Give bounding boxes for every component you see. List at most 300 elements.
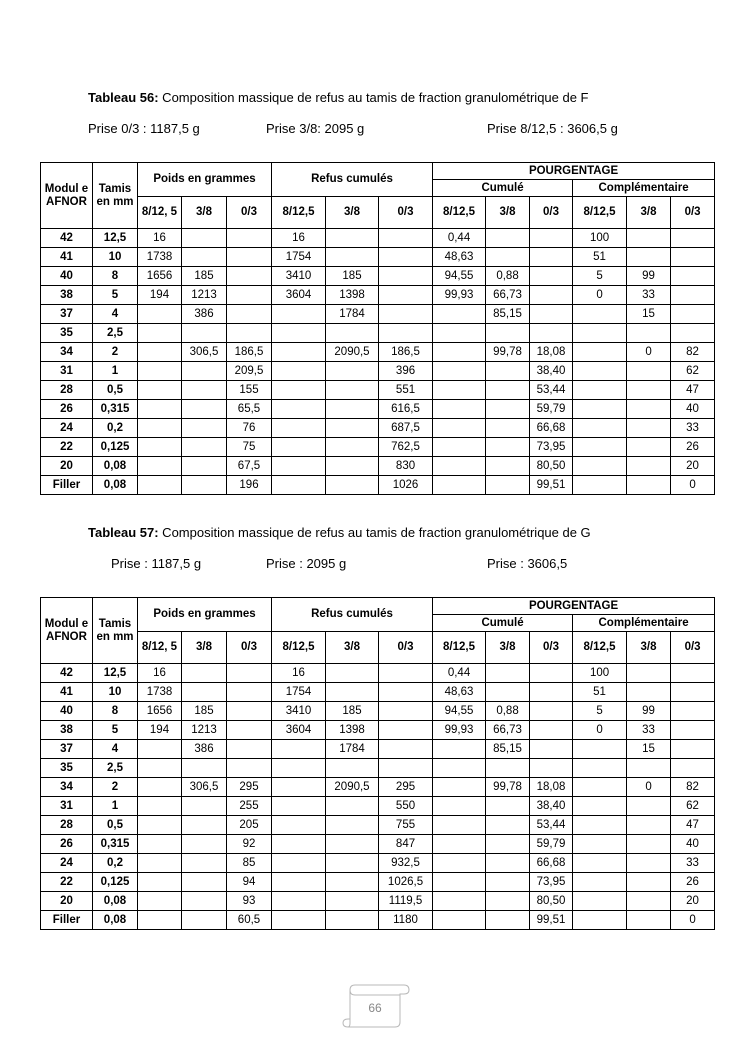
value-cell [573,343,627,362]
value-cell [433,740,486,759]
value-cell [326,797,379,816]
tamis-cell: 2,5 [93,324,138,343]
value-cell: 99,51 [530,476,573,495]
value-cell [138,381,182,400]
value-cell [433,892,486,911]
value-cell [627,683,671,702]
value-cell [138,892,182,911]
header-poids: Poids en grammes [138,163,272,197]
value-cell [326,229,379,248]
value-cell [379,267,433,286]
value-cell [530,267,573,286]
value-cell: 66,68 [530,419,573,438]
value-cell: 99,78 [486,778,530,797]
value-cell: 53,44 [530,816,573,835]
value-cell: 38,40 [530,362,573,381]
tamis-cell: 0,125 [93,873,138,892]
value-cell [486,892,530,911]
value-cell [272,892,326,911]
table57-caption [88,525,591,540]
header-complementaire: Complémentaire [573,615,715,632]
table-row [41,476,715,495]
header-fraction: 3/8 [627,632,671,664]
value-cell [486,683,530,702]
value-cell: 0 [627,343,671,362]
value-cell [573,438,627,457]
value-cell: 59,79 [530,400,573,419]
value-cell [573,816,627,835]
module-cell: 42 [41,229,93,248]
value-cell: 38,40 [530,797,573,816]
value-cell [573,797,627,816]
value-cell [272,324,326,343]
value-cell: 75 [227,438,272,457]
value-cell [433,400,486,419]
table-row [41,664,715,683]
value-cell [272,438,326,457]
value-cell: 48,63 [433,683,486,702]
value-cell: 16 [272,664,326,683]
value-cell: 155 [227,381,272,400]
value-cell: 1026,5 [379,873,433,892]
tamis-cell: 0,08 [93,457,138,476]
value-cell [182,683,227,702]
value-cell [627,324,671,343]
header-cumule: Cumulé [433,615,573,632]
value-cell [272,854,326,873]
value-cell: 1754 [272,248,326,267]
value-cell [433,873,486,892]
value-cell [272,343,326,362]
value-cell: 847 [379,835,433,854]
value-cell [138,873,182,892]
module-cell: 40 [41,702,93,721]
value-cell [227,683,272,702]
value-cell [227,740,272,759]
value-cell [433,438,486,457]
module-cell: 20 [41,457,93,476]
value-cell [573,324,627,343]
value-cell [433,381,486,400]
value-cell [433,835,486,854]
module-cell: 26 [41,835,93,854]
module-cell: 26 [41,400,93,419]
value-cell [272,911,326,930]
value-cell [433,305,486,324]
header-cumule: Cumulé [433,180,573,197]
value-cell: 1213 [182,286,227,305]
value-cell [272,778,326,797]
table-row [41,816,715,835]
value-cell [573,457,627,476]
value-cell [379,721,433,740]
value-cell: 186,5 [227,343,272,362]
value-cell [530,664,573,683]
value-cell [627,835,671,854]
value-cell [433,911,486,930]
value-cell: 0 [573,286,627,305]
table-row [41,248,715,267]
value-cell: 100 [573,664,627,683]
value-cell: 0,44 [433,229,486,248]
tamis-cell: 0,08 [93,892,138,911]
value-cell [326,362,379,381]
header-fraction: 8/12,5 [272,632,326,664]
value-cell: 62 [671,797,715,816]
module-cell: 41 [41,683,93,702]
header-fraction: 0/3 [671,632,715,664]
value-cell: 66,68 [530,854,573,873]
module-cell: 38 [41,286,93,305]
header-fraction: 8/12,5 [573,632,627,664]
value-cell [379,664,433,683]
value-cell [486,816,530,835]
tamis-cell: 0,08 [93,476,138,495]
value-cell: 59,79 [530,835,573,854]
value-cell: 15 [627,305,671,324]
header-tamis: Tamis en mm [93,598,138,664]
module-cell: 22 [41,438,93,457]
value-cell [530,229,573,248]
module-cell: Filler [41,911,93,930]
value-cell [379,305,433,324]
table56-caption [88,90,589,105]
value-cell [433,797,486,816]
value-cell [433,457,486,476]
value-cell: 51 [573,683,627,702]
value-cell [433,476,486,495]
value-cell [227,229,272,248]
header-fraction: 0/3 [227,632,272,664]
header-fraction: 8/12,5 [272,197,326,229]
header-fraction: 0/3 [379,197,433,229]
value-cell: 80,50 [530,892,573,911]
value-cell: 85 [227,854,272,873]
module-cell: Filler [41,476,93,495]
table-row [41,683,715,702]
value-cell [486,854,530,873]
value-cell [573,305,627,324]
value-cell [227,267,272,286]
header-refus: Refus cumulés [272,598,433,632]
value-cell [627,362,671,381]
value-cell: 2090,5 [326,778,379,797]
value-cell: 100 [573,229,627,248]
value-cell [138,740,182,759]
value-cell [138,400,182,419]
value-cell [227,286,272,305]
value-cell [627,419,671,438]
value-cell: 1738 [138,683,182,702]
value-cell [671,324,715,343]
module-cell: 34 [41,343,93,362]
value-cell: 616,5 [379,400,433,419]
value-cell [182,816,227,835]
table-row [41,324,715,343]
value-cell [573,476,627,495]
value-cell [182,873,227,892]
tamis-cell: 0,125 [93,438,138,457]
value-cell [227,324,272,343]
tamis-cell: 2,5 [93,759,138,778]
value-cell [182,759,227,778]
value-cell: 0,88 [486,267,530,286]
value-cell [227,664,272,683]
module-cell: 24 [41,419,93,438]
value-cell [573,759,627,778]
value-cell [627,797,671,816]
module-cell: 31 [41,797,93,816]
header-fraction: 8/12, 5 [138,632,182,664]
value-cell [227,759,272,778]
value-cell [182,229,227,248]
value-cell: 1656 [138,702,182,721]
value-cell [272,759,326,778]
value-cell [326,419,379,438]
value-cell [486,457,530,476]
tamis-cell: 0,08 [93,911,138,930]
table-row [41,759,715,778]
value-cell [227,248,272,267]
value-cell [326,476,379,495]
value-cell: 386 [182,740,227,759]
value-cell [379,286,433,305]
table57-prise-1: Prise : 1187,5 g [111,556,202,571]
value-cell: 396 [379,362,433,381]
value-cell: 550 [379,797,433,816]
module-cell: 35 [41,324,93,343]
table56-prise-2: Prise 3/8: 2095 g [266,121,365,136]
module-cell: 41 [41,248,93,267]
page-number-scroll [340,982,410,1032]
value-cell [627,457,671,476]
value-cell: 185 [326,702,379,721]
value-cell: 1180 [379,911,433,930]
value-cell: 48,63 [433,248,486,267]
value-cell [627,400,671,419]
value-cell: 94,55 [433,702,486,721]
value-cell [272,362,326,381]
module-cell: 28 [41,381,93,400]
value-cell: 16 [138,229,182,248]
tamis-cell: 1 [93,362,138,381]
value-cell [182,362,227,381]
value-cell: 306,5 [182,778,227,797]
value-cell: 185 [182,267,227,286]
value-cell: 3410 [272,267,326,286]
value-cell [486,664,530,683]
value-cell [379,740,433,759]
value-cell [530,702,573,721]
tamis-cell: 2 [93,343,138,362]
value-cell: 386 [182,305,227,324]
value-cell [182,400,227,419]
value-cell [573,419,627,438]
table-row [41,778,715,797]
value-cell: 33 [627,721,671,740]
tamis-cell: 10 [93,248,138,267]
value-cell: 82 [671,343,715,362]
table-row [41,721,715,740]
value-cell [272,476,326,495]
value-cell [530,683,573,702]
value-cell [272,419,326,438]
tamis-cell: 0,315 [93,835,138,854]
value-cell [433,816,486,835]
table-row [41,702,715,721]
value-cell [326,400,379,419]
value-cell: 16 [138,664,182,683]
value-cell [326,457,379,476]
value-cell [326,664,379,683]
value-cell: 40 [671,835,715,854]
table-row [41,362,715,381]
value-cell [326,892,379,911]
value-cell: 80,50 [530,457,573,476]
value-cell: 1213 [182,721,227,740]
value-cell [326,248,379,267]
value-cell [530,286,573,305]
table56-caption-text: Composition massique de refus au tamis de fraction granulométrique de F [158,90,589,105]
table-row [41,457,715,476]
table56 [40,162,715,495]
value-cell [530,759,573,778]
value-cell: 65,5 [227,400,272,419]
module-cell: 35 [41,759,93,778]
value-cell [138,324,182,343]
value-cell [433,778,486,797]
value-cell [671,702,715,721]
value-cell [326,816,379,835]
header-fraction: 0/3 [530,197,573,229]
value-cell [182,797,227,816]
value-cell: 92 [227,835,272,854]
header-pourcentage: POURGENTAGE [433,598,715,615]
tamis-cell: 4 [93,305,138,324]
value-cell [182,457,227,476]
value-cell: 5 [573,702,627,721]
table-row [41,381,715,400]
tamis-cell: 4 [93,740,138,759]
value-cell [326,911,379,930]
value-cell: 18,08 [530,778,573,797]
table-row [41,305,715,324]
value-cell [227,702,272,721]
value-cell: 196 [227,476,272,495]
value-cell [573,892,627,911]
value-cell [326,381,379,400]
module-cell: 31 [41,362,93,381]
header-fraction: 8/12,5 [573,197,627,229]
value-cell [486,229,530,248]
value-cell: 33 [671,854,715,873]
module-cell: 37 [41,305,93,324]
value-cell: 1754 [272,683,326,702]
value-cell: 762,5 [379,438,433,457]
value-cell: 0,44 [433,664,486,683]
value-cell [272,400,326,419]
tamis-cell: 0,315 [93,400,138,419]
value-cell [671,305,715,324]
value-cell [272,835,326,854]
value-cell: 0,88 [486,702,530,721]
value-cell: 33 [627,286,671,305]
value-cell [573,778,627,797]
tamis-cell: 0,5 [93,381,138,400]
value-cell: 185 [182,702,227,721]
value-cell [326,854,379,873]
value-cell [486,759,530,778]
value-cell [573,873,627,892]
value-cell [182,476,227,495]
value-cell [138,854,182,873]
module-cell: 42 [41,664,93,683]
value-cell [379,683,433,702]
value-cell [138,835,182,854]
value-cell [530,248,573,267]
value-cell [573,854,627,873]
value-cell: 47 [671,381,715,400]
value-cell [486,873,530,892]
value-cell: 1119,5 [379,892,433,911]
value-cell: 205 [227,816,272,835]
value-cell: 53,44 [530,381,573,400]
value-cell: 1398 [326,286,379,305]
value-cell [326,438,379,457]
value-cell: 2090,5 [326,343,379,362]
value-cell [627,854,671,873]
table-row [41,911,715,930]
value-cell: 3604 [272,286,326,305]
module-cell: 24 [41,854,93,873]
value-cell: 94,55 [433,267,486,286]
tamis-cell: 5 [93,286,138,305]
header-fraction: 3/8 [326,197,379,229]
value-cell [433,362,486,381]
value-cell: 66,73 [486,721,530,740]
table-row [41,419,715,438]
header-fraction: 3/8 [182,197,227,229]
value-cell [272,873,326,892]
tamis-cell: 12,5 [93,664,138,683]
header-fraction: 3/8 [182,632,227,664]
table-row [41,229,715,248]
value-cell [272,816,326,835]
value-cell: 551 [379,381,433,400]
value-cell: 85,15 [486,305,530,324]
value-cell [138,816,182,835]
value-cell: 82 [671,778,715,797]
value-cell [486,362,530,381]
value-cell [138,778,182,797]
header-fraction: 8/12,5 [433,632,486,664]
value-cell: 93 [227,892,272,911]
header-module: Modul e AFNOR [41,598,93,664]
table57-caption-label: Tableau 57: [88,525,159,540]
tamis-cell: 12,5 [93,229,138,248]
value-cell [182,324,227,343]
value-cell: 209,5 [227,362,272,381]
value-cell [573,835,627,854]
value-cell [379,702,433,721]
value-cell [486,797,530,816]
header-fraction: 8/12,5 [433,197,486,229]
value-cell [530,305,573,324]
value-cell: 194 [138,286,182,305]
header-fraction: 3/8 [486,197,530,229]
value-cell: 60,5 [227,911,272,930]
tamis-cell: 2 [93,778,138,797]
